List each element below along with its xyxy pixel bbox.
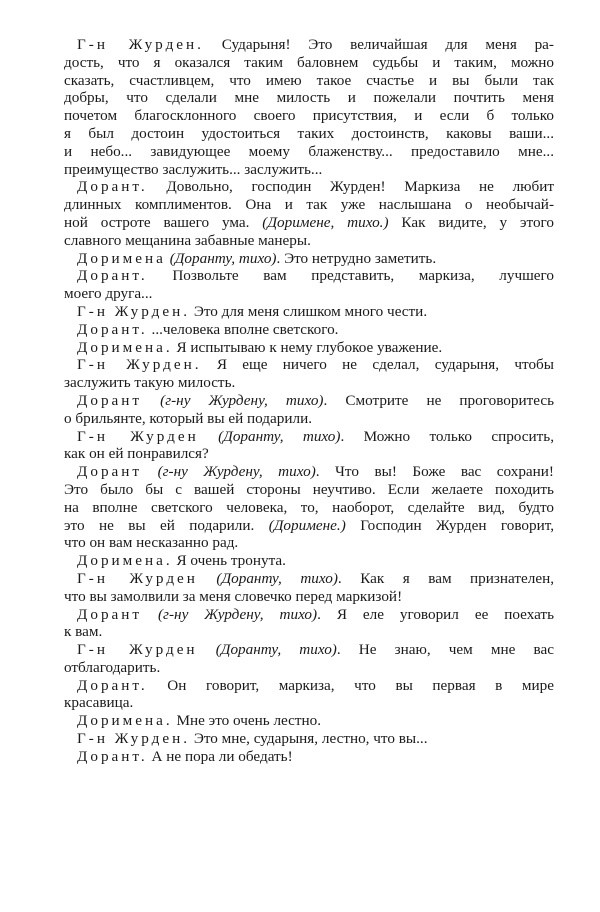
text-line: [64, 517, 554, 535]
text-line: [64, 250, 554, 268]
stage-direction: (Доранту, тихо): [218, 427, 341, 445]
dialogue-text: Я испытываю к нему глубокое уважение.: [172, 338, 443, 356]
dialogue-text: Это для меня слишком много чести.: [190, 302, 428, 320]
text-line: [64, 445, 554, 463]
dialogue-text: и небо... завидующее моему блаженству... предоставило мне...: [64, 142, 554, 160]
text-line: [64, 196, 554, 214]
dialogue-text: Я еще ничего не сделал, сударыня, чтобы: [201, 356, 554, 374]
text-line: [64, 267, 554, 285]
text-line: [64, 303, 554, 321]
dialogue-text: Это было бы с вашей стороны неучтиво. Если желаете походить: [64, 480, 554, 498]
text-line: [64, 694, 554, 712]
stage-direction: (г-ну Журдену, тихо): [160, 391, 324, 409]
text-line: [64, 499, 554, 517]
text-line: [64, 623, 554, 641]
speaker-name: Дорант: [77, 605, 143, 623]
dialogue-text: Я очень тронута.: [172, 552, 286, 570]
dialogue-text: как он ей понравился?: [64, 445, 209, 463]
text-line: [64, 356, 554, 374]
text-line: [64, 143, 554, 161]
text-line: [64, 534, 554, 552]
text-line: [64, 232, 554, 250]
dialogue-text: Это мне, сударыня, лестно, что вы...: [190, 730, 428, 748]
dialogue-text: Он говорит, маркиза, что вы первая в мире: [147, 676, 554, 694]
book-page: [64, 36, 554, 766]
stage-direction: (Доримене.): [268, 516, 346, 534]
dialogue-text: Мне это очень лестно.: [172, 712, 322, 730]
dialogue-text: сказать, счастливцем, что имею такое счастье и вы были так: [64, 71, 554, 89]
dialogue-text: . Это нетрудно заметить.: [276, 249, 437, 267]
text-line: [64, 392, 554, 410]
speaker-name: Г-н Журден.: [77, 302, 191, 320]
text-line: [64, 730, 554, 748]
dialogue-text: . Я еле уговорил ее поехать: [317, 605, 554, 623]
speaker-name: Дорант.: [77, 267, 148, 285]
dialogue-text: почетом благосклонного своего присутствия, и если б только: [64, 107, 554, 125]
stage-direction: (Доранту, тихо): [215, 641, 337, 659]
dialogue-text: я был достоин удостоиться таких достоинств, каковы ваши...: [64, 124, 554, 142]
speaker-name: Доримена.: [77, 712, 173, 730]
dialogue-text: преимущество заслужить... заслужить...: [64, 160, 323, 178]
speaker-name: Дорант: [77, 463, 143, 481]
dialogue-text: Господин Журден говорит,: [345, 516, 555, 534]
dialogue-text: ной остроте вашего ума.: [64, 213, 263, 231]
dialogue-text: . Не знаю, чем мне вас: [336, 641, 554, 659]
dialogue-text: славного мещанина забавные манеры.: [64, 231, 311, 249]
speaker-name: Дорант.: [77, 320, 148, 338]
text-line: [64, 570, 554, 588]
speaker-name: Г-н Журден: [77, 427, 199, 445]
dialogue-text: [198, 570, 217, 587]
speaker-name: Г-н Журден.: [77, 36, 204, 53]
dialogue-text: что он вам несказанно рад.: [64, 534, 239, 552]
speaker-name: Дорант: [77, 391, 143, 409]
dialogue-text: [198, 641, 216, 658]
speaker-name: Дорант.: [77, 747, 148, 765]
text-line: [64, 125, 554, 143]
dialogue-text: [199, 428, 218, 445]
text-line: [64, 712, 554, 730]
dialogue-text: [142, 463, 158, 480]
text-line: [64, 463, 554, 481]
text-line: [64, 36, 554, 54]
text-line: [64, 321, 554, 339]
text-line: [64, 178, 554, 196]
stage-direction: (Доримене, тихо.): [262, 213, 389, 231]
text-line: [64, 552, 554, 570]
text-line: [64, 606, 554, 624]
speaker-name: Г-н Журден.: [77, 356, 202, 374]
dialogue-text: отблагодарить.: [64, 658, 161, 676]
dialogue-text: о брильянте, который вы ей подарили.: [64, 409, 312, 427]
speaker-name: Дорант.: [77, 676, 148, 694]
text-line: [64, 748, 554, 766]
text-line: [64, 214, 554, 232]
dialogue-text: Довольно, господин Журден! Маркиза не любит: [147, 178, 554, 196]
stage-direction: (г-ну Журдену, тихо): [158, 605, 318, 623]
dialogue-text: Позвольте вам представить, маркиза, лучшего: [147, 267, 554, 285]
text-line: [64, 89, 554, 107]
dialogue-text: что вы замолвили за меня словечко перед маркизой!: [64, 587, 403, 605]
dialogue-text: дость, что я оказался таким баловнем судьбы и таким, можно: [64, 53, 554, 71]
dialogue-text: красавица.: [64, 694, 134, 712]
text-line: [64, 659, 554, 677]
dialogue-text: . Что вы! Боже вас сохрани!: [315, 463, 554, 481]
dialogue-text: Как видите, у этого: [388, 213, 555, 231]
text-line: [64, 54, 554, 72]
text-line: [64, 161, 554, 179]
speaker-name: Доримена.: [77, 552, 173, 570]
dialogue-text: добры, что сделали мне милость и пожелали почтить меня: [64, 89, 554, 107]
dialogue-text: [142, 392, 160, 409]
speaker-name: Г-н Журден: [77, 641, 198, 659]
dialogue-text: . Можно только спросить,: [340, 427, 555, 445]
text-line: [64, 339, 554, 357]
speaker-name: Доримена.: [77, 338, 173, 356]
dialogue-text: на вполне светского человека, то, наоборот, сделайте вид, будто: [64, 498, 554, 516]
text-line: [64, 428, 554, 446]
dialogue-text: к вам.: [64, 623, 103, 641]
dialogue-text: [142, 606, 158, 623]
speaker-name: Доримена: [77, 249, 166, 267]
speaker-name: Г-н Журден.: [77, 730, 191, 748]
text-line: [64, 481, 554, 499]
dialogue-text: это не вы ей подарили.: [64, 516, 269, 534]
text-line: [64, 374, 554, 392]
dialogue-text: . Смотрите не проговоритесь: [323, 391, 554, 409]
speaker-name: Дорант.: [77, 178, 148, 196]
dialogue-text: моего друга...: [64, 285, 153, 303]
dialogue-text: ...человека вполне светского.: [147, 320, 339, 338]
text-line: [64, 641, 554, 659]
text-line: [64, 677, 554, 695]
text-line: [64, 72, 554, 90]
stage-direction: (г-ну Журдену, тихо): [157, 463, 316, 481]
text-line: [64, 410, 554, 428]
speaker-name: Г-н Журден: [77, 569, 198, 587]
dialogue-text: Сударыня! Это величайшая для меня ра-: [203, 36, 554, 53]
text-line: [64, 285, 554, 303]
dialogue-text: длинных комплиментов. Она и так уже наслышана о необычай-: [64, 196, 554, 214]
text-line: [64, 107, 554, 125]
stage-direction: (Доранту, тихо): [216, 569, 338, 587]
dialogue-text: А не пора ли обедать!: [147, 747, 293, 765]
text-line: [64, 588, 554, 606]
stage-direction: (Доранту, тихо): [169, 249, 277, 267]
dialogue-text: . Как я вам признателен,: [337, 569, 554, 587]
dialogue-text: заслужить такую милость.: [64, 374, 236, 392]
